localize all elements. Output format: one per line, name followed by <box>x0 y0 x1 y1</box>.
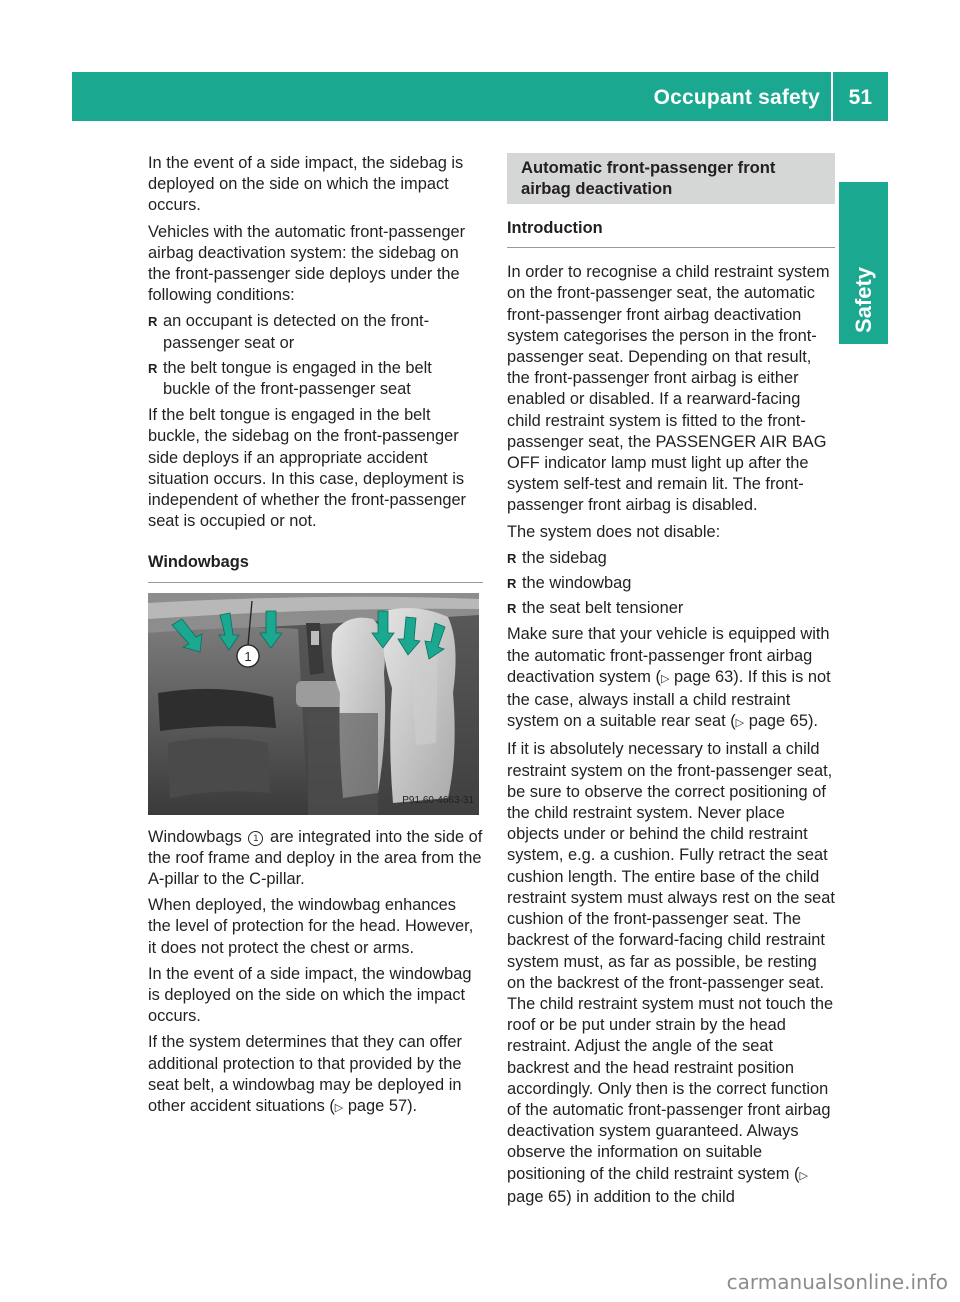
paragraph: If it is absolutely necessary to install a child restraint system on the front-passenger seat, be sure to observe the correct positioning of the child restraint system. Never place objects under or behind the child restraint system, e.g. a cushion. Fully retract the seat cushion length. The entire base of the child restraint system must always rest on the seat cushion of the front-passenger seat. The backrest of the forward-facing child restraint system must, as far as possible, be resting on the backrest of the front-passenger seat. The child restraint system must not touch the roof or be put under strain by the head restraint. Adjust the angle of the seat backrest and the head restraint position accordingly. Only then is the correct function of the automatic front-passenger front airbag deactivation system guaranteed. Always observe the information on suitable positioning of the child restraint system (▷ page 65) in addition to the child <box>507 740 835 1206</box>
page-ref-arrow-icon: ▷ <box>735 717 745 730</box>
paragraph: Windowbags 1 are integrated into the side of the roof frame and deploy in the area from the A-pillar to the C-pillar. <box>148 827 483 889</box>
left-column <box>148 153 483 1124</box>
windowbags-illustration <box>148 593 479 815</box>
side-section-tab <box>839 182 888 344</box>
page-header <box>72 72 888 121</box>
list-item: R an occupant is detected on the front-passenger seat or <box>148 312 430 352</box>
bullet-marker: R <box>507 550 517 566</box>
paragraph: In the event of a side impact, the windowbag is deployed on the side on which the impact occurs. <box>148 964 472 1026</box>
watermark: carmanualsonline.info <box>726 1270 948 1294</box>
figure-code: P91.60-4663-31 <box>402 795 474 807</box>
introduction-heading: Introduction <box>507 218 835 248</box>
page-reference-link[interactable]: page 63 <box>673 667 734 686</box>
list-item: R the windowbag <box>507 573 835 594</box>
bullet-marker: R <box>148 314 158 330</box>
paragraph: Vehicles with the automatic front-passenger airbag deactivation system: the sidebag on the front-passenger side deploys under the following conditions: <box>148 222 466 305</box>
paragraph: If the system determines that they can offer additional protection to that provided by the seat belt, a windowbag may be deployed in other accident situations (▷ page 57). <box>148 1033 463 1116</box>
page-ref-arrow-icon: ▷ <box>660 672 670 685</box>
windowbags-heading: Windowbags <box>148 552 483 582</box>
paragraph: In the event of a side impact, the sidebag is deployed on the side on which the impact occurs. <box>148 154 464 215</box>
list-item: R the sidebag <box>507 548 835 569</box>
callout-marker: 1 <box>248 831 263 846</box>
page-reference-link[interactable]: page 65 <box>748 712 808 731</box>
page-ref-arrow-icon: ▷ <box>799 1169 808 1182</box>
paragraph: Make sure that your vehicle is equipped with the automatic front-passenger front airbag deactivation system (▷ page 63). If this is not the case, always install a child restraint system on a suitable rear seat (▷ page 65). <box>507 625 831 731</box>
bullet-marker: R <box>148 360 158 376</box>
list-item: R the seat belt tensioner <box>507 598 835 619</box>
page-ref-arrow-icon: ▷ <box>334 1102 344 1115</box>
paragraph: When deployed, the windowbag enhances the level of protection for the head. However, it does not protect the chest or arms. <box>148 896 474 957</box>
paragraph: In order to recognise a child restraint system on the front-passenger seat, the automatic front-passenger front airbag deactivation system categorises the person in the front-passenger seat. Depending on that result, the front-passenger front airbag is either enabled or disabled. If a rearward-facing child restraint system is fitted to the front-passenger seat, the PASSENGER AIR BAG OFF indicator lamp must light up after the system self-test and remain lit. The front-passenger front airbag is disabled. <box>507 263 830 515</box>
not-disabled-list <box>507 548 835 620</box>
paragraph: If the belt tongue is engaged in the belt buckle, the sidebag on the front-passenger side deploys if an appropriate accident situation occurs. In this case, deployment is independent of whether the front-passenger seat is occupied or not. <box>148 406 467 531</box>
header-separator <box>831 72 833 121</box>
paragraph: The system does not disable: <box>507 522 721 541</box>
side-tab-label: Safety <box>850 266 876 334</box>
bullet-marker: R <box>507 576 517 592</box>
section-title: Automatic front-passenger front airbag deactivation <box>507 153 835 204</box>
right-column <box>507 153 835 1213</box>
car-interior-image <box>148 593 479 815</box>
page-reference-link[interactable]: page 57 <box>347 1097 408 1116</box>
figure-callout-number: 1 <box>244 648 252 664</box>
condition-list <box>148 311 483 400</box>
page-reference-link[interactable]: page 65 <box>507 1187 567 1206</box>
page-number: 51 <box>848 86 872 109</box>
bullet-marker: R <box>507 601 517 617</box>
list-item: R the belt tongue is engaged in the belt buckle of the front-passenger seat <box>148 358 432 399</box>
chapter-title: Occupant safety <box>653 86 820 109</box>
